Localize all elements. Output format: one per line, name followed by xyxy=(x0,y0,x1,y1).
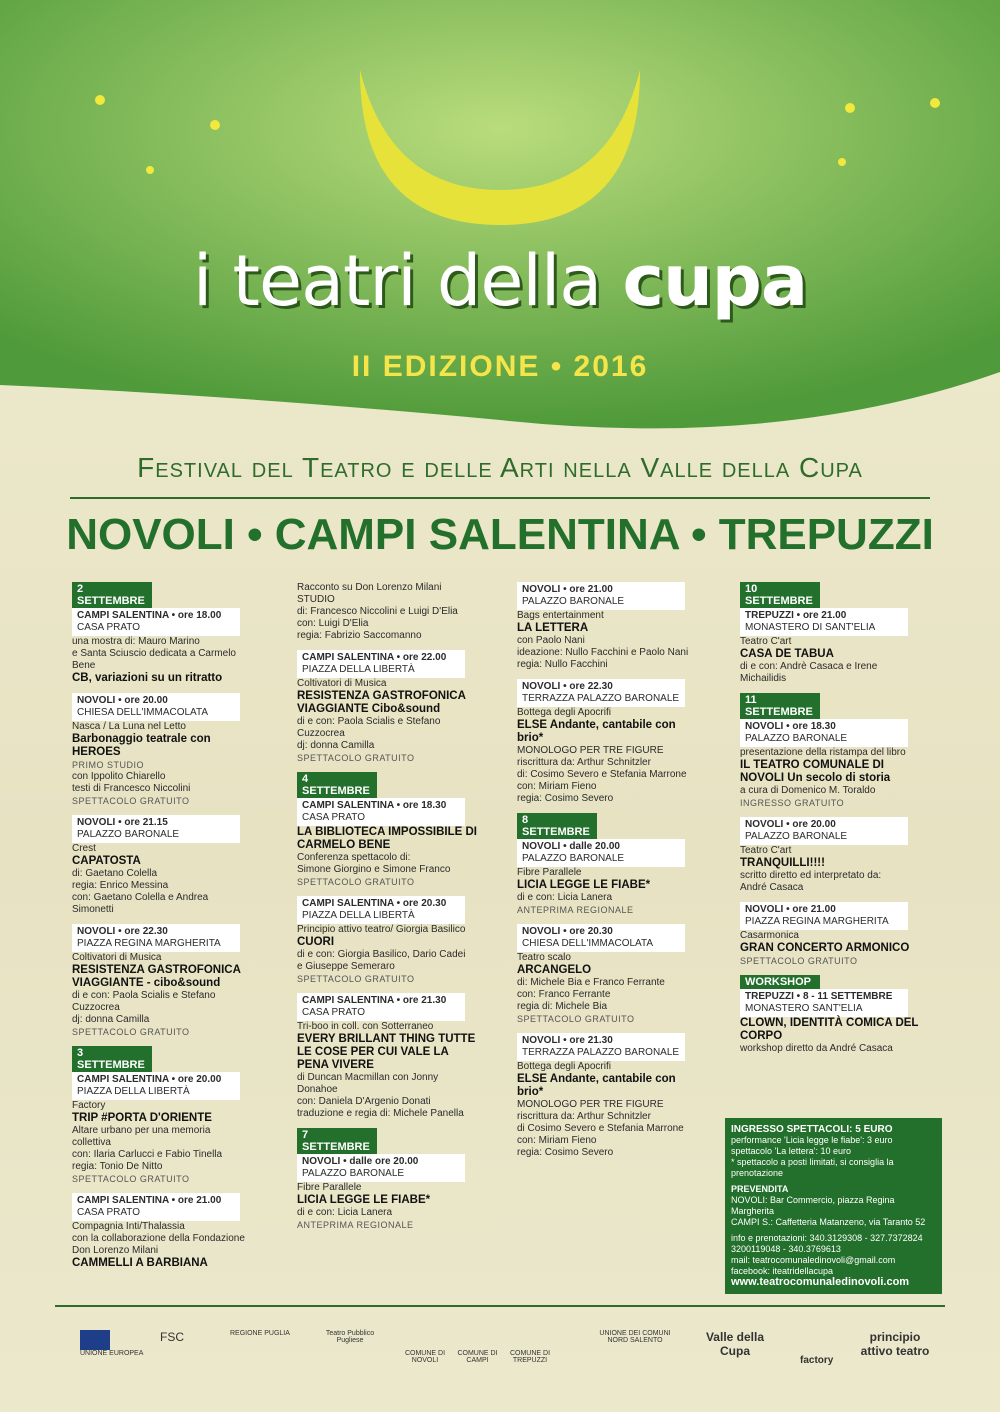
event xyxy=(72,582,252,685)
puglia-logo: REGIONE PUGLIA xyxy=(230,1330,290,1337)
event-line: Bottega degli Apocrifi xyxy=(517,707,611,718)
event-admission: SPETTACOLO GRATUITO xyxy=(297,974,415,984)
event-credit: regia di: Michele Bia xyxy=(517,1001,608,1012)
event-title: TRIP #PORTA D'ORIENTE xyxy=(72,1112,212,1124)
event-title: LICIA LEGGE LE FIABE* xyxy=(517,879,651,891)
event-venue-box xyxy=(72,608,240,636)
event-admission: SPETTACOLO GRATUITO xyxy=(72,1174,190,1184)
edition: II EDIZIONE • 2016 xyxy=(351,350,649,383)
event-credit: con Ippolito Chiarello xyxy=(72,771,166,782)
event xyxy=(740,817,920,894)
event-credit: Simone Giorgino e Simone Franco xyxy=(297,864,451,875)
event-credit: con: Miriam Fieno xyxy=(517,781,597,792)
event-time: NOVOLI • ore 21.00 xyxy=(522,584,613,595)
event-venue-box xyxy=(517,1033,685,1061)
event xyxy=(297,582,477,642)
event-admission: ANTEPRIMA REGIONALE xyxy=(297,1220,414,1230)
event-date: 7 SETTEMBRE xyxy=(297,1128,377,1154)
event-credit: di Duncan Macmillan con Jonny Donahoe xyxy=(297,1072,439,1095)
event-line: Coltivatori di Musica xyxy=(72,952,162,963)
event-venue-box xyxy=(517,582,685,610)
event-title: IL TEATRO COMUNALE DI NOVOLI Un secolo di storia xyxy=(740,759,891,784)
event-title: CB, variazioni su un ritratto xyxy=(72,672,223,684)
event-line: regia: Fabrizio Saccomanno xyxy=(297,630,422,641)
event xyxy=(72,1046,252,1185)
event-venue-box xyxy=(72,1072,240,1100)
event-note: PRIMO STUDIO xyxy=(72,760,145,770)
event-credit: di e con: Licia Lanera xyxy=(517,892,613,903)
event-date: 10 SETTEMBRE xyxy=(740,582,820,608)
event-venue: MONASTERO DI SANT'ELIA xyxy=(745,622,876,633)
event-credit: traduzione e regia di: Michele Panella xyxy=(297,1108,464,1119)
event-admission: SPETTACOLO GRATUITO xyxy=(297,877,415,887)
event-time: TREPUZZI • 8 - 11 SETTEMBRE xyxy=(745,991,893,1002)
sponsor-logos xyxy=(60,1320,940,1390)
event-venue-box xyxy=(72,924,240,952)
event-title: CAMMELLI A BARBIANA xyxy=(72,1257,208,1269)
event-credit: di Cosimo Severo e Stefania Marrone xyxy=(517,1123,684,1134)
event-venue-box xyxy=(297,650,465,678)
event xyxy=(740,582,920,685)
event-credit: con: Daniela D'Argenio Donati xyxy=(297,1096,431,1107)
event xyxy=(297,896,477,985)
event-title: RESISTENZA GASTROFONICA VIAGGIANTE Cibo&sound xyxy=(297,690,466,715)
event-date: 3 SETTEMBRE xyxy=(72,1046,152,1072)
event-credit: riscrittura da: Arthur Schnitzler xyxy=(517,1111,651,1122)
event-time: TREPUZZI • ore 21.00 xyxy=(745,610,847,621)
event-title: CAPATOSTA xyxy=(72,855,141,867)
event-venue: MONASTERO SANT'ELIA xyxy=(745,1003,863,1014)
event-line: una mostra di: Mauro Marino xyxy=(72,636,200,647)
event-title: LA BIBLIOTECA IMPOSSIBILE DI CARMELO BENE xyxy=(297,826,477,851)
event-venue: CASA PRATO xyxy=(77,1207,140,1218)
event-venue: PIAZZA REGINA MARGHERITA xyxy=(745,916,889,927)
festival-title: Festival del Teatro e delle Arti nella Valle della Cupa xyxy=(137,452,863,483)
event-credit: dj: donna Camilla xyxy=(72,1014,150,1025)
event-venue: TERRAZZA PALAZZO BARONALE xyxy=(522,693,680,704)
event-time: NOVOLI • ore 22.30 xyxy=(77,926,168,937)
program-column-3 xyxy=(517,582,697,1167)
event-credit: con: Franco Ferrante xyxy=(517,989,611,1000)
event-date: 4 SETTEMBRE xyxy=(297,772,377,798)
event-time: NOVOLI • ore 22.30 xyxy=(522,681,613,692)
event-line: Compagnia Inti/Thalassia xyxy=(72,1221,185,1232)
event-time: CAMPI SALENTINA • ore 20.00 xyxy=(77,1074,222,1085)
event-title: LA LETTERA xyxy=(517,622,589,634)
event-line: Teatro scalo xyxy=(517,952,571,963)
event-time: CAMPI SALENTINA • ore 20.30 xyxy=(302,898,447,909)
event-venue-box xyxy=(72,1193,240,1221)
event-credit: di: Cosimo Severo e Stefania Marrone xyxy=(517,769,687,780)
event-line: Nasca / La Luna nel Letto xyxy=(72,721,186,732)
event-line: Racconto su Don Lorenzo Milani xyxy=(297,582,442,593)
unione-logo: UNIONE DEI COMUNI NORD SALENTO xyxy=(599,1330,671,1344)
trepuzzi-logo: COMUNE DI TREPUZZI xyxy=(509,1350,551,1364)
event-venue: CHIESA DELL'IMMACOLATA xyxy=(77,707,209,718)
event xyxy=(517,813,697,916)
event-credit: di e con: Licia Lanera xyxy=(297,1207,393,1218)
campi-logo: COMUNE DI CAMPI xyxy=(457,1350,498,1364)
event-date: 11 SETTEMBRE xyxy=(740,693,820,719)
event-title: TRANQUILLI!!!! xyxy=(740,857,825,869)
event-venue: PIAZZA DELLA LIBERTÀ xyxy=(302,664,415,675)
event-credit: regia: Tonio De Nitto xyxy=(72,1161,163,1172)
event xyxy=(297,993,477,1120)
event-credit: di: Gaetano Colella xyxy=(72,868,158,879)
event-title: GRAN CONCERTO ARMONICO xyxy=(740,942,910,954)
event-line: Fibre Parallele xyxy=(297,1182,362,1193)
event-title: RESISTENZA GASTROFONICA VIAGGIANTE - cibo&sound xyxy=(72,964,241,989)
event-credit: regia: Cosimo Severo xyxy=(517,1147,614,1158)
event-line: Fibre Parallele xyxy=(517,867,582,878)
event-title: CASA DE TABUA xyxy=(740,648,834,660)
event xyxy=(517,924,697,1025)
event-credit: riscrittura da: Arthur Schnitzler xyxy=(517,757,651,768)
event-admission: SPETTACOLO GRATUITO xyxy=(72,796,190,806)
fsc-logo: FSC xyxy=(160,1330,184,1344)
event-venue: CASA PRATO xyxy=(77,622,140,633)
event-admission: ANTEPRIMA REGIONALE xyxy=(517,905,634,915)
event-credit: e Giuseppe Semeraro xyxy=(297,961,395,972)
event-credit: con: Gaetano Colella e Andrea Simonetti xyxy=(72,892,209,915)
event-venue: PALAZZO BARONALE xyxy=(302,1168,405,1179)
event-time: NOVOLI • ore 21.00 xyxy=(745,904,836,915)
event-time: NOVOLI • ore 18.30 xyxy=(745,721,836,732)
event xyxy=(297,1128,477,1231)
event-admission: SPETTACOLO GRATUITO xyxy=(297,753,415,763)
event-venue-box xyxy=(740,989,908,1017)
event-time: NOVOLI • ore 20.30 xyxy=(522,926,613,937)
event-time: NOVOLI • dalle ore 20.00 xyxy=(302,1156,419,1167)
cities: NOVOLI • CAMPI SALENTINA • TREPUZZI xyxy=(66,510,934,559)
event-credit: di e con: Paola Scialis e Stefano Cuzzocrea xyxy=(72,990,216,1013)
event-venue-box xyxy=(517,839,685,867)
event-credit: workshop diretto da André Casaca xyxy=(740,1043,893,1054)
event-line: con: Luigi D'Elia xyxy=(297,618,369,629)
event-credit: testi di Francesco Niccolini xyxy=(72,783,191,794)
event-title: ARCANGELO xyxy=(517,964,592,976)
event-venue-box xyxy=(297,798,465,826)
event-credit: MONOLOGO PER TRE FIGURE xyxy=(517,745,664,756)
event-line: Tri-boo in coll. con Sotterraneo xyxy=(297,1021,434,1032)
event-title: ELSE Andante, cantabile con brio* xyxy=(517,719,676,744)
factory-logo: factory xyxy=(800,1355,834,1366)
event-admission: INGRESSO GRATUITO xyxy=(740,798,845,808)
event-venue-box xyxy=(517,679,685,707)
event-line: Casarmonica xyxy=(740,930,799,941)
event-time: NOVOLI • ore 21.15 xyxy=(77,817,168,828)
event-credit: di: Michele Bia e Franco Ferrante xyxy=(517,977,665,988)
event-time: NOVOLI • ore 20.00 xyxy=(745,819,836,830)
event-venue: PIAZZA DELLA LIBERTÀ xyxy=(302,910,415,921)
event-date: 2 SETTEMBRE xyxy=(72,582,152,608)
event-title: CUORI xyxy=(297,936,335,948)
header-background xyxy=(0,0,1000,460)
gal-logo: Valle della Cupa xyxy=(705,1330,765,1358)
event xyxy=(517,679,697,805)
event-line: Teatro C'art xyxy=(740,845,792,856)
event xyxy=(517,582,697,671)
event-time: CAMPI SALENTINA • ore 21.30 xyxy=(302,995,447,1006)
event-venue-box xyxy=(740,719,908,747)
event-title: CLOWN, IDENTITÀ COMICA DEL CORPO xyxy=(740,1017,919,1042)
event-time: CAMPI SALENTINA • ore 21.00 xyxy=(77,1195,222,1206)
program-column-2 xyxy=(297,582,477,1239)
event-venue: TERRAZZA PALAZZO BARONALE xyxy=(522,1047,680,1058)
event-venue-box xyxy=(740,608,908,636)
event-line: Factory xyxy=(72,1100,106,1111)
event xyxy=(297,772,477,888)
event-title: EVERY BRILLANT THING TUTTE LE COSE PER CUI VALE LA PENA VIVERE xyxy=(297,1033,476,1071)
event-credit: con Paolo Nani xyxy=(517,635,585,646)
event-admission: SPETTACOLO GRATUITO xyxy=(517,1014,635,1024)
event-venue-box xyxy=(297,1154,465,1182)
event-line: Don Lorenzo Milani xyxy=(72,1245,159,1256)
event-venue: CASA PRATO xyxy=(302,812,365,823)
event-credit: con: Miriam Fieno xyxy=(517,1135,597,1146)
event-venue-box xyxy=(517,924,685,952)
event xyxy=(740,693,920,809)
principio-logo: principio attivo teatro xyxy=(860,1330,930,1358)
event xyxy=(517,1033,697,1159)
event-credit: Conferenza spettacolo di: xyxy=(297,852,411,863)
event-line: con la collaborazione della Fondazione xyxy=(72,1233,245,1244)
event xyxy=(72,693,252,807)
event-credit: scritto diretto ed interpretato da: xyxy=(740,870,882,881)
event-line: presentazione della ristampa del libro xyxy=(740,747,906,758)
novoli-logo: COMUNE DI NOVOLI xyxy=(404,1350,446,1364)
program-column-1 xyxy=(72,582,252,1278)
program-column-4 xyxy=(740,582,920,1063)
event-line: Teatro C'art xyxy=(740,636,792,647)
footer-divider xyxy=(55,1305,945,1307)
event-time: NOVOLI • ore 21.30 xyxy=(522,1035,613,1046)
event-venue-box xyxy=(72,693,240,721)
event-date: WORKSHOP xyxy=(740,975,820,989)
event-credit: di e con: Paola Scialis e Stefano Cuzzocrea xyxy=(297,716,441,739)
event-title: LICIA LEGGE LE FIABE* xyxy=(297,1194,431,1206)
event-venue: CASA PRATO xyxy=(302,1007,365,1018)
event xyxy=(72,924,252,1038)
event-venue: PIAZZA DELLA LIBERTÀ xyxy=(77,1086,190,1097)
event-time: CAMPI SALENTINA • ore 22.00 xyxy=(302,652,447,663)
tpp-logo: Teatro Pubblico Pugliese xyxy=(325,1330,375,1344)
event xyxy=(740,902,920,967)
event-venue-box xyxy=(740,817,908,845)
event-line: Principio attivo teatro/ Giorgia Basilico xyxy=(297,924,466,935)
event-credit: MONOLOGO PER TRE FIGURE xyxy=(517,1099,664,1110)
event-credit: con: Ilaria Carlucci e Fabio Tinella xyxy=(72,1149,223,1160)
brand-title: i teatri della cupa xyxy=(192,240,808,322)
event-venue: PALAZZO BARONALE xyxy=(745,733,848,744)
event-venue: PALAZZO BARONALE xyxy=(522,853,625,864)
event-venue: PALAZZO BARONALE xyxy=(77,829,180,840)
event-venue-box xyxy=(297,993,465,1021)
event-title: ELSE Andante, cantabile con brio* xyxy=(517,1073,676,1098)
eu-logo: UNIONE EUROPEA xyxy=(80,1330,143,1357)
event-date: 8 SETTEMBRE xyxy=(517,813,597,839)
event-venue: CHIESA DELL'IMMACOLATA xyxy=(522,938,654,949)
info-box: INGRESSO SPETTACOLI: 5 EURO performance 'Licia legge le fiabe': 3 euro spettacolo 'La lettera': 10 euro * spettacolo a posti limitati, si consiglia la prenotazione PREVENDITA NOVOLI: Bar Commercio, piazza Regina Margherita CAMPI S.: Caffetteria Matanzeno, via Taranto 52 info e prenotazioni: 340.3129308 - 327.7372824 3200119048 - 340.3769613 mail: teatrocomunaledinovoli@gmail.com facebook: iteatridellacupa www.teatrocomunaledinovoli.com xyxy=(725,1118,942,1294)
event-credit: André Casaca xyxy=(740,882,804,893)
event xyxy=(72,1193,252,1270)
event-venue-box xyxy=(297,896,465,924)
event-credit: di e con: Andrè Casaca e Irene Michailidis xyxy=(740,661,878,684)
event xyxy=(297,650,477,764)
event xyxy=(740,975,920,1055)
event-time: CAMPI SALENTINA • ore 18.30 xyxy=(302,800,447,811)
event-venue-box xyxy=(72,815,240,843)
event-credit: dj: donna Camilla xyxy=(297,740,375,751)
event-line: Crest xyxy=(72,843,96,854)
event-credit: ideazione: Nullo Facchini e Paolo Nani xyxy=(517,647,689,658)
event-line: di: Francesco Niccolini e Luigi D'Elia xyxy=(297,606,458,617)
event-venue-box xyxy=(740,902,908,930)
event-line: Bottega degli Apocrifi xyxy=(517,1061,611,1072)
event-line: e Santa Sciuscio dedicata a Carmelo Bene xyxy=(72,648,236,671)
event-credit: regia: Cosimo Severo xyxy=(517,793,614,804)
event-venue: PIAZZA REGINA MARGHERITA xyxy=(77,938,221,949)
divider xyxy=(70,497,930,499)
event-line: Coltivatori di Musica xyxy=(297,678,387,689)
event-title: Barbonaggio teatrale con HEROES xyxy=(72,733,211,758)
event-line: Bags entertainment xyxy=(517,610,604,621)
event-venue: PALAZZO BARONALE xyxy=(745,831,848,842)
event-credit: a cura di Domenico M. Toraldo xyxy=(740,785,876,796)
event-admission: SPETTACOLO GRATUITO xyxy=(740,956,858,966)
event-time: CAMPI SALENTINA • ore 18.00 xyxy=(77,610,222,621)
event-credit: regia: Nullo Facchini xyxy=(517,659,608,670)
event-time: NOVOLI • ore 20.00 xyxy=(77,695,168,706)
event-admission: SPETTACOLO GRATUITO xyxy=(72,1027,190,1037)
event xyxy=(72,815,252,916)
event-credit: Altare urbano per una memoria collettiva xyxy=(72,1125,211,1148)
event-venue: PALAZZO BARONALE xyxy=(522,596,625,607)
event-credit: di e con: Giorgia Basilico, Dario Cadei xyxy=(297,949,466,960)
event-line: STUDIO xyxy=(297,594,335,605)
event-time: NOVOLI • dalle 20.00 xyxy=(522,841,620,852)
event-credit: regia: Enrico Messina xyxy=(72,880,169,891)
